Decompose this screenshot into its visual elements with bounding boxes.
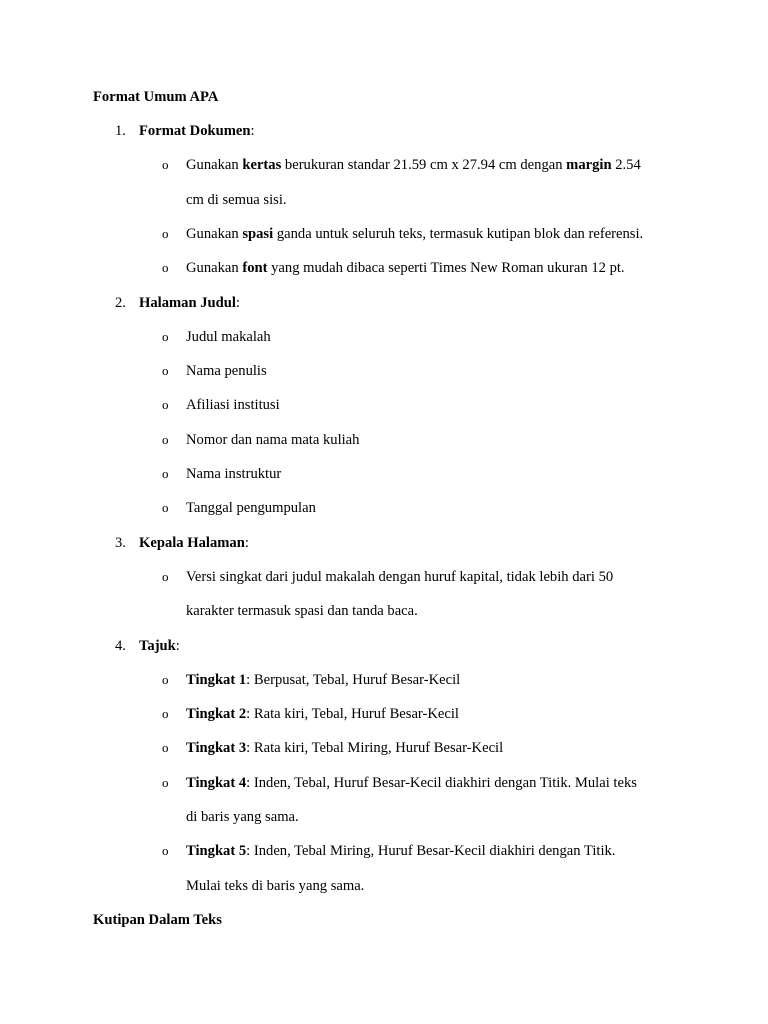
bullet-marker: o — [162, 706, 169, 722]
numbered-item-colon: : — [250, 123, 255, 139]
bullet-text-line — [186, 602, 418, 620]
bullet-text-line — [186, 568, 613, 586]
list-number: 3. — [115, 534, 126, 551]
bullet-text-line — [186, 259, 625, 277]
bullet-text-line — [186, 156, 641, 174]
bullet-marker: o — [162, 260, 169, 276]
text-run: : Inden, Tebal Miring, Huruf Besar-Kecil diakhiri dengan Titik. — [246, 843, 616, 860]
bullet-text-line — [186, 328, 271, 346]
numbered-item-colon: : — [235, 294, 240, 311]
bullet-marker: o — [162, 843, 169, 859]
text-run: Nama penulis — [186, 363, 267, 380]
text-run: Judul makalah — [186, 328, 271, 345]
bullet-text-line — [186, 739, 503, 757]
section-heading-kutipan: Kutipan Dalam Teks — [93, 911, 222, 928]
bullet-text-line — [186, 705, 459, 723]
numbered-item-2 — [115, 294, 240, 312]
bold-term: Tingkat 4 — [186, 774, 247, 791]
text-run: ganda untuk seluruh teks, termasuk kutipan blok dan referensi. — [273, 225, 644, 242]
bullet-marker: o — [162, 225, 169, 241]
bullet-marker: o — [162, 568, 169, 584]
text-run: Tanggal pengumpulan — [186, 500, 316, 517]
text-run: Mulai teks di baris yang sama. — [186, 877, 365, 894]
text-run: Versi singkat dari judul makalah dengan huruf kapital, tidak lebih dari 50 — [186, 568, 614, 585]
bullet-marker: o — [162, 363, 169, 379]
bold-term: font — [242, 260, 268, 277]
text-run: Afiliasi institusi — [186, 397, 280, 414]
bullet-marker: o — [162, 500, 169, 516]
list-number: 1. — [115, 123, 126, 139]
bullet-marker: o — [162, 466, 169, 481]
text-run: berukuran standar 21.59 cm x 27.94 cm dengan — [281, 157, 567, 174]
bullet-marker: o — [162, 431, 169, 447]
bold-term: Tingkat 2 — [186, 706, 247, 723]
text-run: Gunakan — [186, 157, 243, 174]
numbered-item-label: Halaman Judul — [139, 294, 236, 311]
text-run: di baris yang sama. — [186, 809, 299, 825]
bold-term: Tingkat 1 — [186, 671, 247, 688]
bullet-text-line — [186, 774, 637, 792]
bullet-marker: o — [162, 740, 169, 756]
text-run: yang mudah dibaca seperti Times New Roman ukuran 12 pt. — [267, 260, 625, 277]
bullet-marker: o — [162, 397, 169, 413]
text-run: : Berpusat, Tebal, Huruf Besar-Kecil — [246, 671, 461, 688]
numbered-item-label: Tajuk — [139, 637, 176, 654]
bold-term: Tingkat 5 — [186, 843, 247, 860]
bullet-text-line — [186, 362, 267, 380]
bold-term: spasi — [242, 225, 274, 242]
bullet-text-line — [186, 499, 316, 517]
text-run: : Rata kiri, Tebal Miring, Huruf Besar-Kecil — [246, 740, 504, 757]
text-run: : Rata kiri, Tebal, Huruf Besar-Kecil — [246, 706, 459, 723]
bullet-text-line — [186, 877, 364, 895]
bullet-marker: o — [162, 328, 169, 344]
bullet-text-line — [186, 396, 280, 414]
bold-term: Tingkat 3 — [186, 740, 247, 757]
list-number: 2. — [115, 294, 126, 311]
bullet-text-line — [186, 225, 643, 243]
text-run: karakter termasuk spasi dan tanda baca. — [186, 603, 418, 620]
bullet-marker: o — [162, 157, 169, 173]
bullet-text-line — [186, 431, 359, 449]
text-run: : Inden, Tebal, Huruf Besar-Kecil diakhiri dengan Titik. Mulai teks — [246, 774, 637, 791]
bullet-text-line — [186, 671, 460, 689]
numbered-item-colon: : — [244, 534, 249, 551]
numbered-item-label: Kepala Halaman — [139, 534, 245, 551]
bold-term: kertas — [242, 157, 282, 174]
numbered-item-4 — [115, 637, 180, 655]
bullet-marker: o — [162, 671, 169, 687]
numbered-item-3 — [115, 534, 249, 552]
bold-term: margin — [566, 157, 612, 174]
bullet-text-line — [186, 842, 615, 860]
text-run: Gunakan — [186, 260, 243, 277]
text-run: cm di semua sisi. — [186, 191, 287, 208]
text-run: Nomor dan nama mata kuliah — [186, 431, 360, 448]
bullet-marker: o — [162, 774, 169, 790]
text-run: Nama instruktur — [186, 466, 282, 482]
numbered-item-label: Format Dokumen — [139, 123, 251, 139]
bullet-text-line — [186, 465, 281, 483]
list-number: 4. — [115, 637, 126, 654]
text-run: 2.54 — [611, 157, 641, 174]
numbered-item-colon: : — [175, 637, 180, 654]
page-title: Format Umum APA — [93, 89, 219, 105]
bullet-text-line — [186, 191, 287, 209]
text-run: Gunakan — [186, 225, 243, 242]
bullet-text-line — [186, 808, 299, 826]
numbered-item-1 — [115, 122, 255, 140]
